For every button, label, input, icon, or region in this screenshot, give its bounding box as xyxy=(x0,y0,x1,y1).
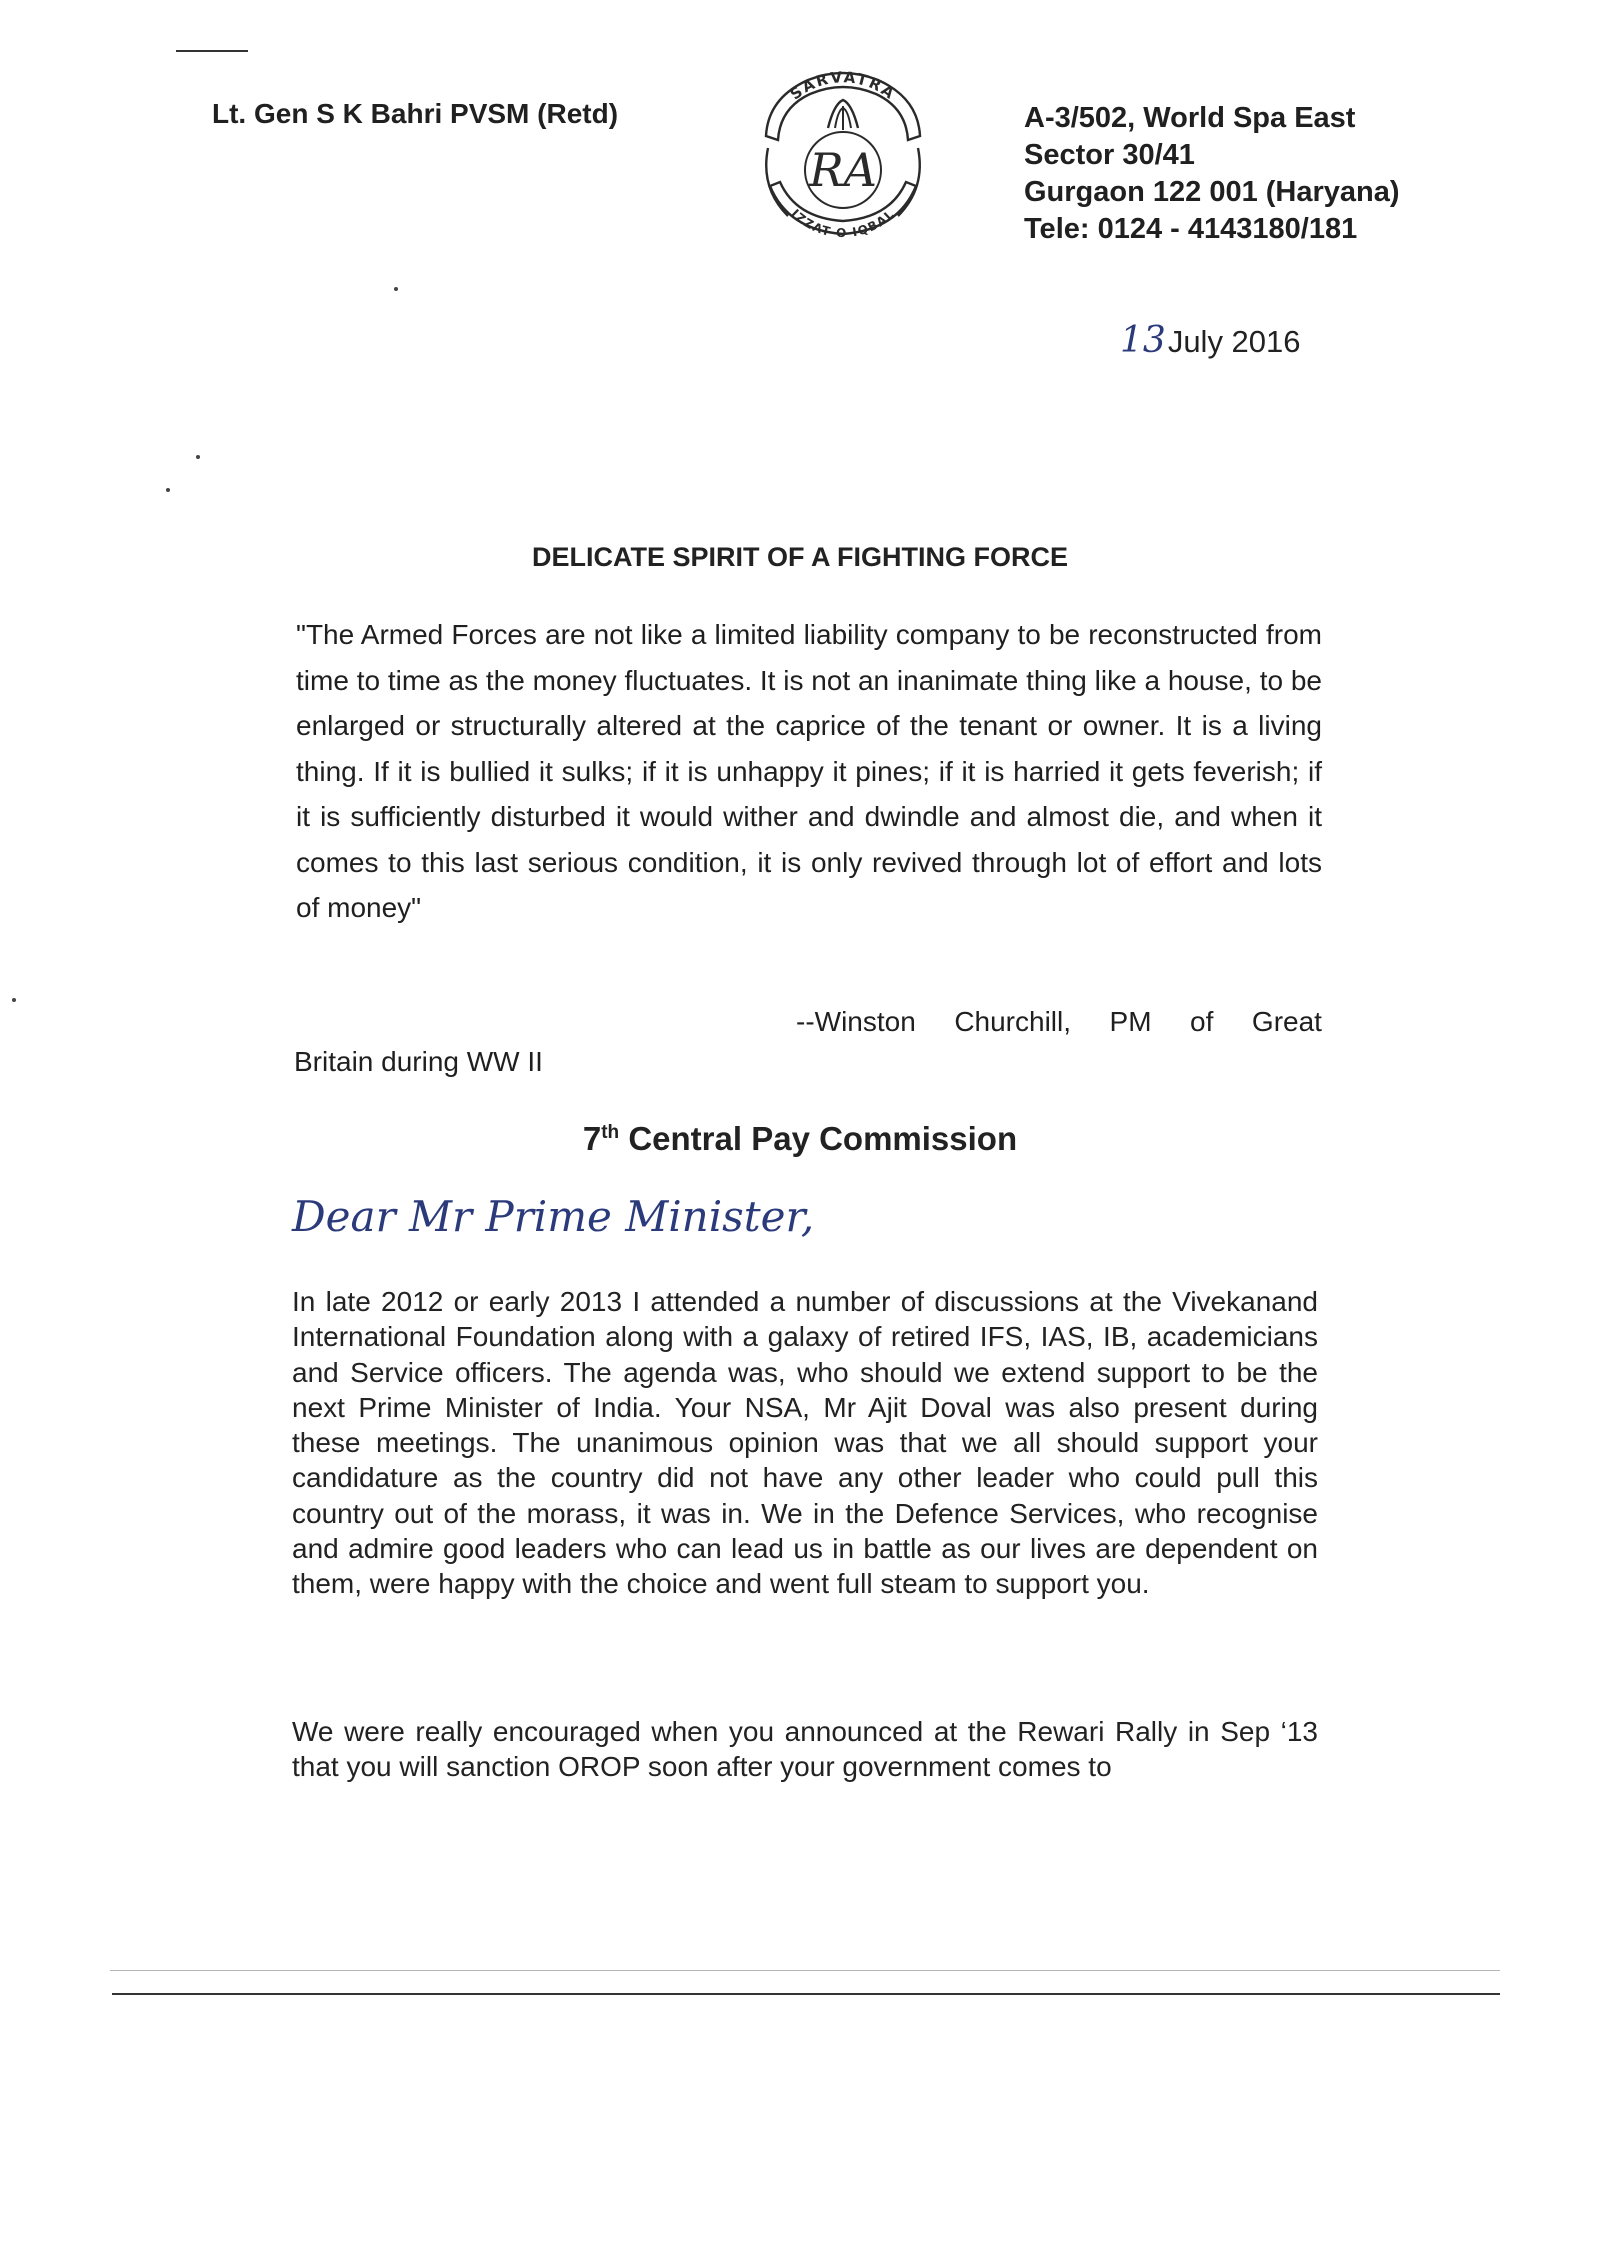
attribution-word: --Winston xyxy=(796,1006,916,1037)
handwritten-salutation: Dear Mr Prime Minister, xyxy=(292,1192,815,1241)
sender-name: Lt. Gen S K Bahri PVSM (Retd) xyxy=(212,98,619,129)
scan-speck xyxy=(166,488,170,492)
sender-address xyxy=(1024,100,1400,248)
address-line: Gurgaon 122 001 (Haryana) xyxy=(1024,176,1400,208)
quote-attribution-continued: Britain during WW II xyxy=(294,1046,543,1077)
address-line: A-3/502, World Spa East xyxy=(1024,102,1356,134)
quote-attribution xyxy=(796,1006,1322,1038)
body-paragraph: In late 2012 or early 2013 I attended a number of discussions at the Vivekanand International Foundation along with a galaxy of retired IFS, IAS, IB, academicians and Service officers. The agenda was, who should we extend support to be the next Prime Minister of India. Your NSA, Mr Ajit Doval was also present during these meetings. The unanimous opinion was that we all should support your candidature as the country did not have any other leader who could pull this country out of the morass, it was in. We in the Defence Services, who recognise and admire good leaders who can lead us in battle as our lives are dependent on them, were happy with the choice and went full steam to support you. xyxy=(292,1286,1318,1600)
scan-speck xyxy=(196,455,200,459)
commission-suffix: th xyxy=(601,1122,620,1143)
attribution-word: Churchill, xyxy=(954,1006,1072,1037)
churchill-quote: "The Armed Forces are not like a limited liability company to be reconstructed from time to time as the money fluctuates. It is not an inanimate thing like a house, to be enlarged or structurally altered at the caprice of the tenant or owner. It is a living thing. If it is bullied it sulks; if it is unhappy it pines; if it is harried it gets feverish; if it is sufficiently disturbed it would wither and dwindle and almost die, and when it comes to this last serious condition, it is only revived through lot of effort and lots of money" xyxy=(296,619,1322,923)
regimental-crest-logo xyxy=(748,58,938,248)
date-day-handwritten: 13 xyxy=(1120,320,1166,361)
date-month-year: July 2016 xyxy=(1167,324,1301,359)
attribution-word: of xyxy=(1190,1006,1214,1037)
letter-heading: DELICATE SPIRIT OF A FIGHTING FORCE xyxy=(532,542,1068,572)
pen-mark xyxy=(176,50,248,52)
scan-speck xyxy=(12,998,16,1002)
page-divider-light xyxy=(110,1970,1500,1971)
svg-text:IZZAT O IQBAL: IZZAT O IQBAL xyxy=(788,206,898,241)
svg-text:SARVATRA: SARVATRA xyxy=(786,68,900,104)
svg-text:RA: RA xyxy=(809,143,877,197)
letter-date xyxy=(1120,320,1301,361)
page-divider xyxy=(112,1993,1500,1995)
commission-number: 7 xyxy=(582,1120,602,1157)
address-line: Sector 30/41 xyxy=(1024,139,1195,171)
commission-name: Central Pay Commission xyxy=(628,1120,1018,1157)
address-line: Tele: 0124 - 4143180/181 xyxy=(1024,213,1358,245)
scan-speck xyxy=(394,287,398,291)
commission-title xyxy=(0,1120,1600,1158)
attribution-word: Great xyxy=(1251,1006,1322,1037)
attribution-word: PM xyxy=(1109,1006,1152,1037)
body-paragraph: We were really encouraged when you announced at the Rewari Rally in Sep ‘13 that you will sanction OROP soon after your government comes to xyxy=(292,1716,1318,1783)
